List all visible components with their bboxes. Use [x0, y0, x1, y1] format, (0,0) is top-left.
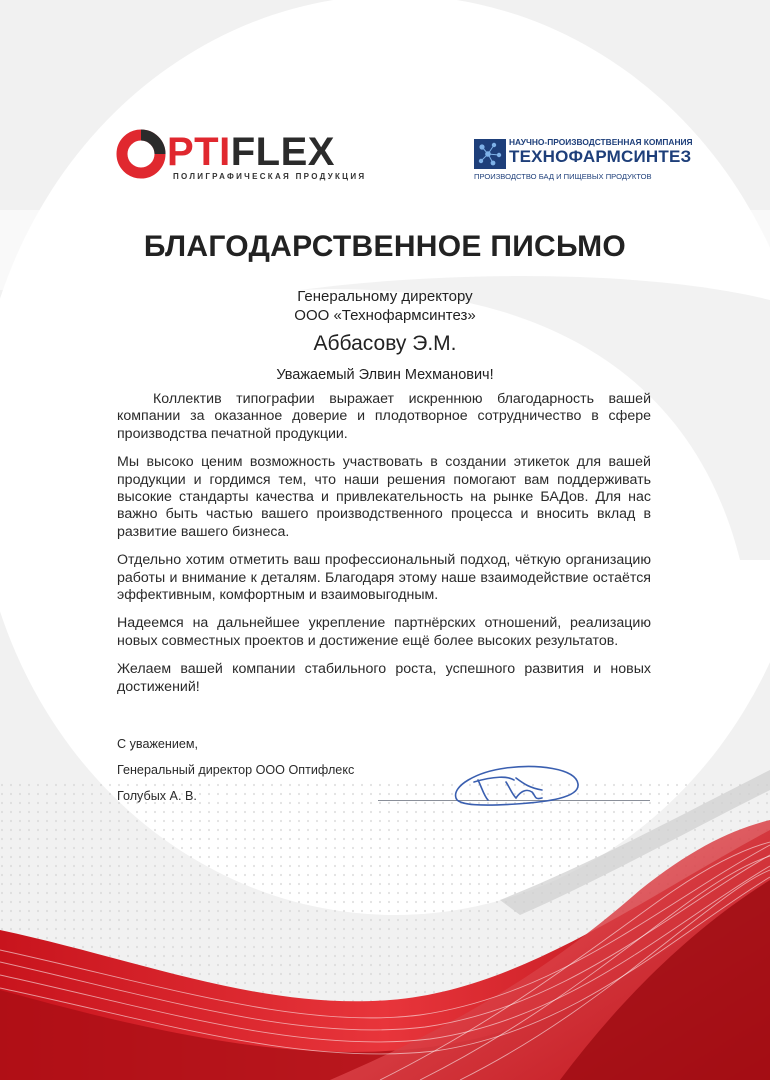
- addressee-position: Генеральному директору: [297, 288, 473, 305]
- optiflex-wordmark-part2: FLEX: [230, 130, 335, 174]
- signer-position: Генеральный директор ООО Оптифлекс: [117, 763, 355, 777]
- closing-phrase: С уважением,: [117, 737, 199, 751]
- addressee-company: ООО «Технофармсинтез»: [294, 307, 476, 324]
- recipient-name: Аббасову Э.М.: [313, 332, 457, 355]
- salutation: Уважаемый Элвин Мехманович!: [276, 367, 494, 383]
- letter-body: [117, 391, 651, 707]
- optiflex-o-mark-icon: [115, 128, 167, 180]
- optiflex-logo: [115, 126, 377, 184]
- partner-logo-bottom-line: ПРОИЗВОДСТВО БАД И ПИЩЕВЫХ ПРОДУКТОВ: [474, 172, 652, 181]
- optiflex-wordmark: [167, 130, 335, 174]
- optiflex-tagline: ПОЛИГРАФИЧЕСКАЯ ПРОДУКЦИЯ: [173, 172, 367, 181]
- body-paragraph: Надеемся на дальнейшее укрепление партнёрских отношений, реализацию новых совместных проектов и достижение ещё более высоких результатов.: [117, 615, 651, 649]
- body-paragraph: Отдельно хотим отметить ваш профессиональный подход, чёткую организацию работы и внимание к деталям. Благодаря этому наше взаимодействие остаётся эффективным, комфортным и взаимовыгодным.: [117, 552, 651, 604]
- body-paragraph: Желаем вашей компании стабильного роста, успешного развития и новых достижений!: [117, 661, 651, 695]
- partner-logo-top-line: НАУЧНО-ПРОИЗВОДСТВЕННАЯ КОМПАНИЯ: [509, 137, 693, 147]
- letter-title: БЛАГОДАРСТВЕННОЕ ПИСЬМО: [143, 230, 627, 263]
- addressee-block: [0, 287, 770, 325]
- body-paragraph: Мы высоко ценим возможность участвовать в создании этикеток для вашей продукции и гордимся тем, что наши решения помогают вам поддерживать высокие стандарты качества и привлекательность на рынке БАДов. Для нас важно быть частью вашего производственного процесса и вносить вклад в развитие вашего бизнеса.: [117, 454, 651, 540]
- signer-name: Голубых А. В.: [117, 789, 197, 803]
- handwritten-signature: [446, 758, 586, 818]
- molecule-icon: [474, 139, 506, 169]
- optiflex-wordmark-part1: PTI: [167, 130, 231, 174]
- technopharmsintez-logo: [474, 137, 693, 185]
- partner-logo-name: ТЕХНОФАРМСИНТЕЗ: [509, 147, 692, 166]
- body-paragraph: Коллектив типографии выражает искреннюю благодарность вашей компании за оказанное доверие и плодотворное сотрудничество в сфере производства печатной продукции.: [117, 391, 651, 442]
